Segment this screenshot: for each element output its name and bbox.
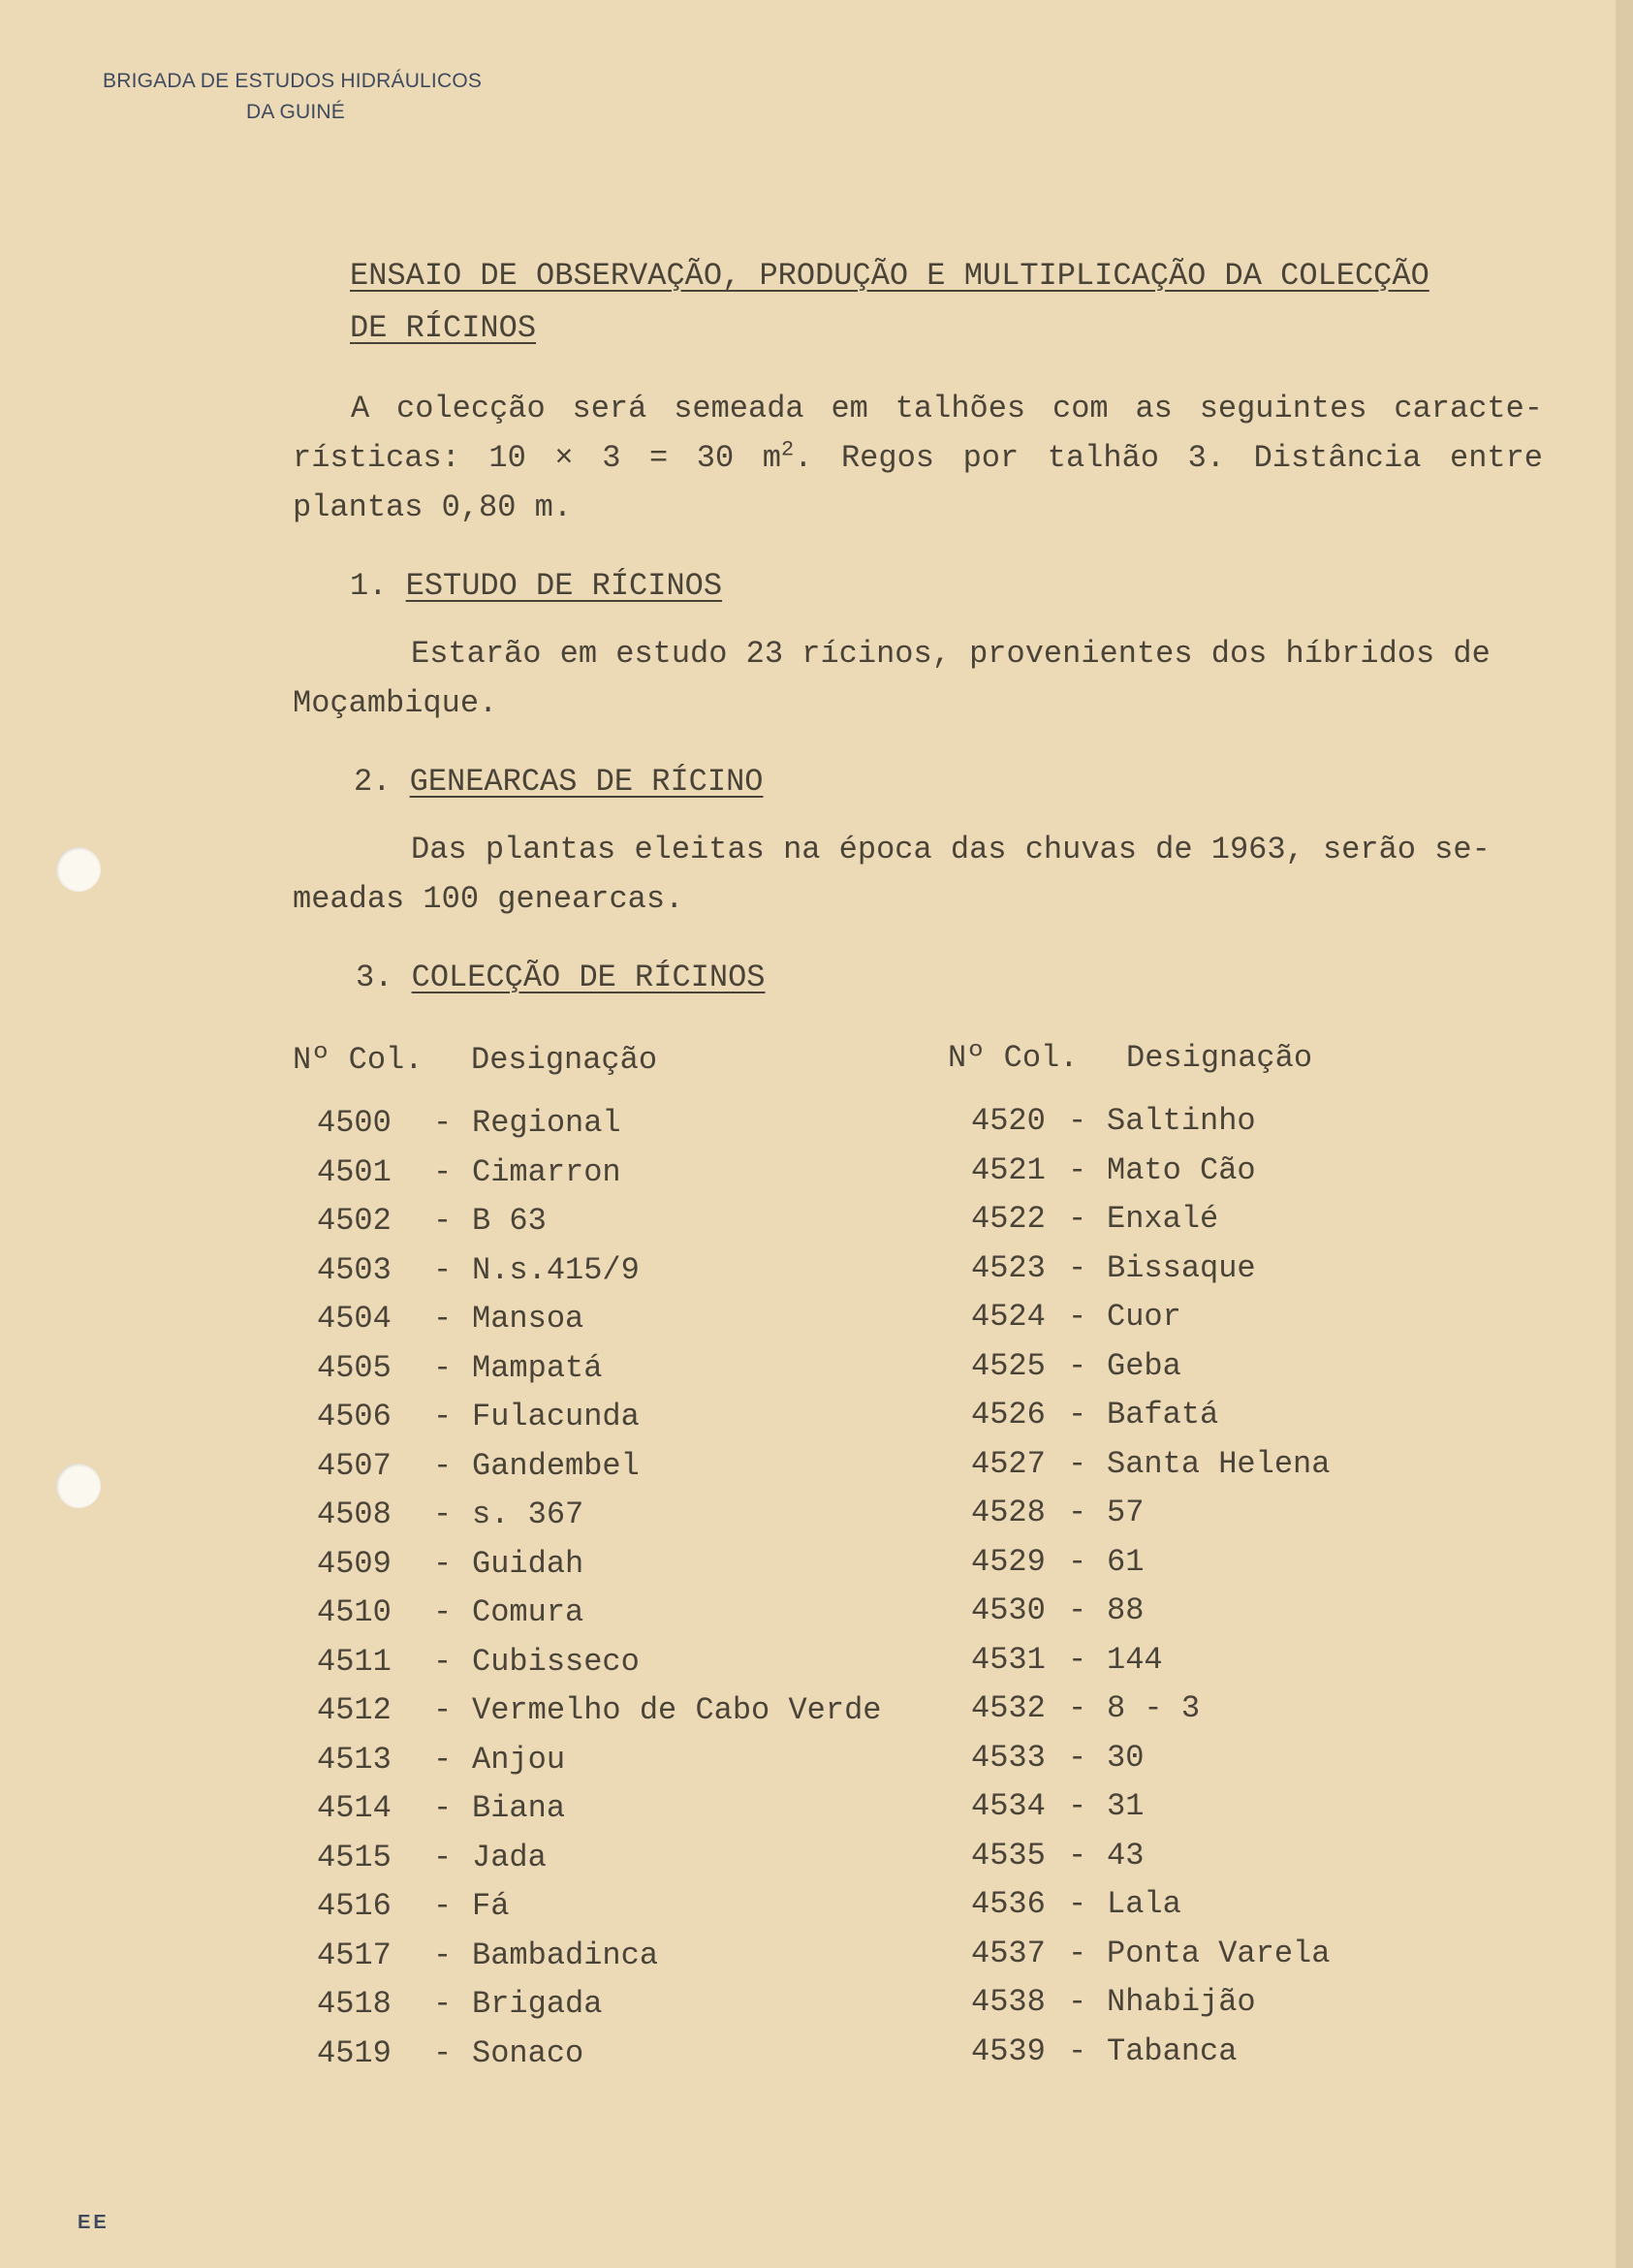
separator-dash: - [1068,1788,1087,1824]
designation: Enxalé [1107,1201,1219,1237]
designation: Bissaque [1107,1249,1256,1286]
column-header-number: Nº Col. [293,1042,424,1078]
intro-line-2-text: rísticas: 10 × 3 = 30 m [293,440,781,476]
title-line-2: DE RÍCINOS [350,310,537,346]
separator-dash: - [433,1594,453,1630]
collection-number: 4535 [971,1837,1046,1874]
designation: Mampatá [472,1349,603,1386]
intro-line-1: A colecção será semeada em talhões com as seguintes caracte- [351,391,1543,426]
designation: Anjou [472,1741,566,1778]
collection-number: 4514 [317,1790,392,1826]
designation: Comura [472,1594,584,1630]
section-3-heading [356,960,765,995]
collection-number: 4527 [971,1445,1046,1482]
separator-dash: - [433,1251,453,1288]
intro-paragraph [293,384,1543,532]
collection-number: 4530 [971,1592,1046,1628]
collection-number: 4511 [317,1643,392,1680]
designation: Santa Helena [1107,1445,1331,1482]
separator-dash: - [433,1399,453,1434]
separator-dash: - [433,1349,453,1386]
superscript-two: 2 [780,437,795,462]
collection-number: 4534 [971,1788,1046,1824]
collection-number: 4515 [317,1839,392,1875]
collection-number: 4501 [317,1153,392,1190]
paper-edge [1616,0,1633,2268]
separator-dash: - [433,1105,453,1141]
collection-number: 4524 [971,1299,1046,1335]
collection-number: 4504 [317,1301,392,1337]
designation: s. 367 [472,1496,584,1532]
designation: Cimarron [472,1153,621,1190]
collection-number: 4525 [971,1347,1046,1384]
designation: Ponta Varela [1107,1935,1331,1971]
separator-dash: - [433,1937,453,1973]
separator-dash: - [433,1888,453,1924]
designation: Cuor [1107,1299,1181,1335]
separator-dash: - [1068,1543,1087,1580]
designation: Jada [472,1839,547,1875]
collection-number: 4531 [971,1641,1046,1678]
separator-dash: - [1068,1151,1087,1188]
separator-dash: - [1068,1592,1087,1628]
section-2-line-1: Das plantas eleitas na época das chuvas de 1963, serão se- [411,832,1491,867]
section-2-heading [354,764,763,800]
designation: Nhabijão [1107,1984,1256,2020]
separator-dash: - [1068,1641,1087,1678]
designation: Fulacunda [472,1399,640,1434]
document-title [350,250,1513,355]
separator-dash: - [1068,2032,1087,2069]
designation: 144 [1107,1641,1163,1678]
separator-dash: - [433,1839,453,1875]
collection-number: 4526 [971,1397,1046,1433]
collection-number: 4510 [317,1594,392,1630]
separator-dash: - [1068,1837,1087,1874]
collection-number: 4528 [971,1495,1046,1530]
section-2-label: GENEARCAS DE RÍCINO [409,764,764,800]
section-3-number: 3. [356,960,393,995]
collection-number: 4508 [317,1496,392,1532]
intro-line-2 [293,433,1543,483]
punch-hole-top [56,847,101,892]
designation: Fá [472,1888,510,1924]
separator-dash: - [433,1203,453,1239]
collection-number: 4503 [317,1251,392,1288]
separator-dash: - [1068,1347,1087,1384]
section-2-line-2: meadas 100 genearcas. [293,881,684,917]
designation: Saltinho [1107,1103,1256,1139]
separator-dash: - [433,1301,453,1337]
collection-number: 4519 [317,2034,392,2071]
designation: 8 - 3 [1107,1690,1201,1726]
designation: Mansoa [472,1301,584,1337]
collection-number: 4537 [971,1935,1046,1971]
collection-number: 4532 [971,1690,1046,1726]
separator-dash: - [1068,1690,1087,1726]
footer-mark: EE [78,2212,110,2233]
column-header-left [293,1042,658,1078]
section-2-paragraph [293,825,1562,924]
collection-number: 4536 [971,1886,1046,1922]
title-line-1: ENSAIO DE OBSERVAÇÃO, PRODUÇÃO E MULTIPLICAÇÃO DA COLECÇÃO [350,258,1429,294]
collection-number: 4507 [317,1447,392,1484]
separator-dash: - [1068,1935,1087,1971]
letterhead-line-2: DA GUINÉ [246,101,345,123]
section-2-number: 2. [354,764,392,800]
designation: Biana [472,1790,566,1826]
designation: 57 [1107,1495,1145,1530]
separator-dash: - [433,1447,453,1484]
collection-number: 4512 [317,1692,392,1728]
designation: Cubisseco [472,1643,640,1680]
separator-dash: - [433,1153,453,1190]
designation: Mato Cão [1107,1151,1256,1188]
section-3-label: COLECÇÃO DE RÍCINOS [411,960,766,995]
separator-dash: - [1068,1886,1087,1922]
separator-dash: - [1068,1249,1087,1286]
column-header-designation: Designação [471,1042,658,1078]
collection-number: 4521 [971,1151,1046,1188]
designation: Bafatá [1107,1397,1219,1433]
collection-number: 4517 [317,1937,392,1973]
section-1-number: 1. [350,568,388,604]
designation: Tabanca [1107,2032,1238,2069]
separator-dash: - [1068,1495,1087,1530]
collection-number: 4520 [971,1103,1046,1139]
designation: N.s.415/9 [472,1251,640,1288]
separator-dash: - [433,1545,453,1582]
separator-dash: - [1068,1201,1087,1237]
column-header-number: Nº Col. [948,1040,1079,1076]
designation: 31 [1107,1788,1145,1824]
collection-number: 4513 [317,1741,392,1778]
collection-number: 4500 [317,1105,392,1141]
designation: Geba [1107,1347,1181,1384]
collection-number: 4502 [317,1203,392,1239]
section-1-heading [350,568,722,604]
collection-number: 4505 [317,1349,392,1386]
separator-dash: - [433,1741,453,1778]
collection-number: 4516 [317,1888,392,1924]
column-header-designation: Designação [1126,1040,1313,1076]
collection-number: 4529 [971,1543,1046,1580]
designation: 61 [1107,1543,1145,1580]
collection-number: 4518 [317,1986,392,2022]
collection-number: 4509 [317,1545,392,1582]
section-1-paragraph [293,629,1562,728]
collection-number: 4539 [971,2032,1046,2069]
separator-dash: - [1068,1299,1087,1335]
section-1-label: ESTUDO DE RÍCINOS [405,568,723,604]
section-1-line-2: Moçambique. [293,685,498,721]
punch-hole-bottom [56,1464,101,1508]
separator-dash: - [433,1496,453,1532]
designation: Bambadinca [472,1937,659,1973]
collection-number: 4533 [971,1739,1046,1776]
separator-dash: - [1068,1984,1087,2020]
separator-dash: - [1068,1445,1087,1482]
designation: 43 [1107,1837,1145,1874]
designation: B 63 [472,1203,547,1239]
intro-line-3: plantas 0,80 m. [293,489,573,525]
designation: Sonaco [472,2034,584,2071]
separator-dash: - [1068,1739,1087,1776]
separator-dash: - [433,1790,453,1826]
designation: Vermelho de Cabo Verde [472,1692,882,1728]
separator-dash: - [433,1692,453,1728]
collection-number: 4522 [971,1201,1046,1237]
separator-dash: - [433,1643,453,1680]
designation: Lala [1107,1886,1181,1922]
designation: Brigada [472,1986,603,2022]
collection-number: 4506 [317,1399,392,1434]
designation: 88 [1107,1592,1145,1628]
designation: 30 [1107,1739,1145,1776]
separator-dash: - [433,1986,453,2022]
designation: Regional [472,1105,621,1141]
intro-line-2-rest: . Regos por talhão 3. Distância entre [794,440,1544,476]
letterhead-line-1: BRIGADA DE ESTUDOS HIDRÁULICOS [103,70,483,92]
designation: Guidah [472,1545,584,1582]
separator-dash: - [433,2034,453,2071]
letterhead [103,66,482,128]
column-header-right [948,1040,1313,1076]
designation: Gandembel [472,1447,640,1484]
separator-dash: - [1068,1103,1087,1139]
collection-number: 4538 [971,1984,1046,2020]
separator-dash: - [1068,1397,1087,1433]
collection-number: 4523 [971,1249,1046,1286]
section-1-line-1: Estarão em estudo 23 rícinos, provenientes dos híbridos de [411,636,1491,672]
